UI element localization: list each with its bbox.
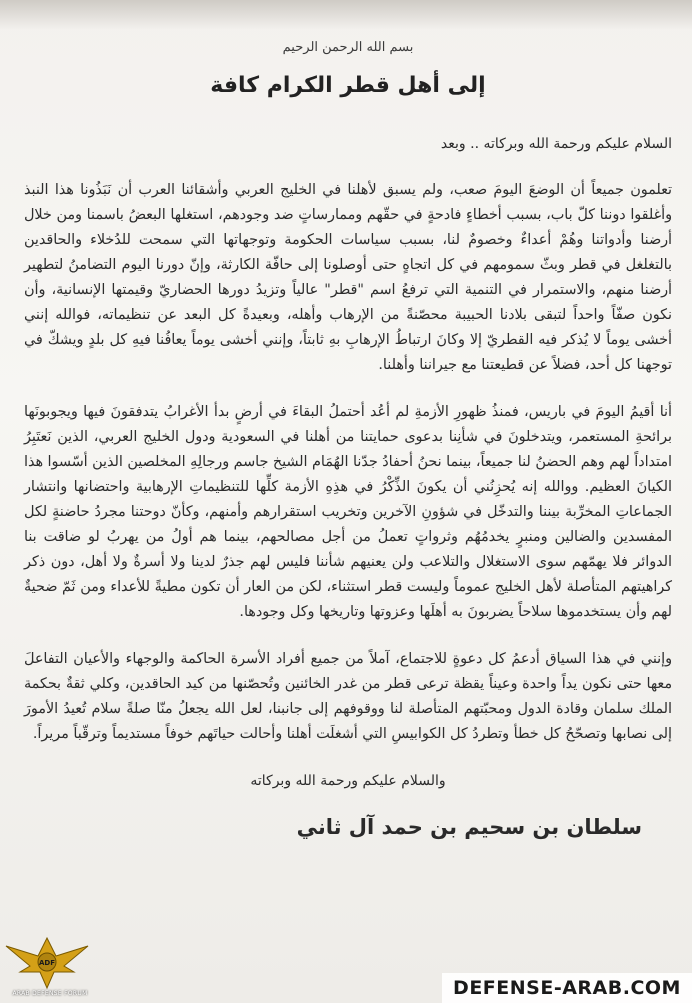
letter-body <box>24 40 672 839</box>
svg-text:ADF: ADF <box>38 959 56 967</box>
logo-caption: ARAB DEFENSE FORUM <box>12 990 88 997</box>
signature: سلطان بن سحيم بن حمد آل ثاني <box>296 815 642 839</box>
site-watermark: DEFENSE-ARAB.COM <box>442 973 692 1003</box>
basmala: بسم الله الرحمن الرحيم <box>282 40 414 55</box>
letter-title: إلى أهل قطر الكرام كافة <box>210 73 486 98</box>
greeting: السلام عليكم ورحمة الله وبركاته .. وبعد <box>440 136 672 152</box>
paragraph-3: وإنني في هذا السياق أدعمُ كل دعوةٍ للاجتماع، آملاً من جميع أفراد الأسرة الحاكمة والوجهاء والأعيان التفاعلَ معها حتى نكون يداً واحدة وعيناً يقظة ترعى قطر من غدر الخائنين وتُحصّنها من كيد الحاقدين، وكلي ثقةٌ بحكمة الملك سلمان وقادة الدول ومحبّتهم المتأصلة لنا ووقوفهم إلى جانبنا، لعل الله يجعلُ منّا صلةً سلام تُعيدُ الأمورَ إلى نصابها وتصحّحُ كل خطأ وتطردُ كل الكوابيسِ التي أشغلَت أهلنا وأحالت حياتَهم خوفاً مستديماً وترقّباً مريراً. <box>24 651 672 742</box>
closing-salutation: والسلام عليكم ورحمة الله وبركاته <box>250 773 446 789</box>
paragraph-1: تعلمون جميعاً أن الوضعَ اليومَ صعب، ولم يسبق لأهلنا في الخليج العربي وأشقائنا العرب أن نَبَذُونا هذا النبذ وأغلقوا دوننا كلّ باب، بسبب أخطاءٍ فادحةٍ في حقّهم وممارساتٍ ضد وجودهم، استغلها البعضُ باسمنا ومن خلال أرضنا وأدواتنا وهُمْ أعداءٌ وخصومٌ لنا، بسبب سياسات الحكومة وتوجهاتها التي سمحت للدُخلاء والحاقدين بالتغلغل في قطر وبثّ سمومهم في كل اتجاهٍ حتى أوصلونا إلى حافّة الكارثة، وإنّ دورنا اليوم التضامنُ لتطهير أرضنا منهم، والاستمرار في التنمية التي ترفعُ اسم "قطر" عالياً وتزيدُ دورها الحضاريّ وقيمتها الإنسانية، وأن نكون صفّاً واحداً لتبقى بلادنا الحبيبة محصّنةً من الإرهاب وأهله، وبعيدةً كل البعد عن تنظيماته، فوالله إنني أخشى يوماً لا يُذكر فيه القطريّ إلا وكانَ ارتباطُ الإرهابِ بهِ ثابتاً، وإنني أخشى يوماً يعافُنا فيهِ كل بلدٍ ويشكّ في توجهنا كل أحد، فضلاً عن قطيعتنا مع جيراننا وأهلنا. <box>24 182 672 373</box>
paragraph-2: أنا أقيمُ اليومَ في باريس، فمنذُ ظهورِ الأزمةِ لم أعُد أحتملُ البقاءَ في أرضٍ بدأ الأغرابُ يتدفقونَ فيها ويجوبونَها برائحةِ المستعمر، ويتدخلونَ في شأنِنا بدعوى حمايتنا من أهلنا في السعودية ودول الخليج العربي، الذين نَعتَبِرُ امتداداً لهم وهم الحضنُ لنا جميعاً، بينما نحنُ أحفادُ جدّنا الهُمَام الشيخ جاسم ورجالِهِ المخلصين الذين أسّسوا هذا الكيانَ العظيم. ووالله إنه يُحزِنُني أن يكونَ الذِّكْرُ في هذِهِ الأزمة كلِّها للتنظيماتِ الإرهابية واحتضانها وانتشار الجماعاتِ المخرِّبة بيننا والتدخّل في شؤونِ الآخرين وتخريب استقرارهم وأمنهم، وكأنّ دوحتنا مجردُ حاضنةٍ لكل المفسدين والضالين ومنبرٍ يخدمُهُم وثرواتٍ تعملُ من أجل مصالحهم، بينما هم أولُ من يهربُ لو ضاقت بنا الدوائر فلا يهمّهم سوى الاستغلال والتلاعب ولن يعنيهم شأننا فليس لهم جذرٌ لدينا ولا أسرةٌ ولا أهل، دون ذكر كراهيتهم المتأصلة لأهل الخليج عموماً وليست قطر استثناء، لكن من العار أن تكون مطيةً للأعداء ومن ثَمّ ضحيةٌ لهم وأن يستخدموها سلاحاً يضربونَ به أهلَها وعزوتها وتاريخها وكل وجودها. <box>23 404 672 620</box>
top-shadow <box>0 0 692 30</box>
